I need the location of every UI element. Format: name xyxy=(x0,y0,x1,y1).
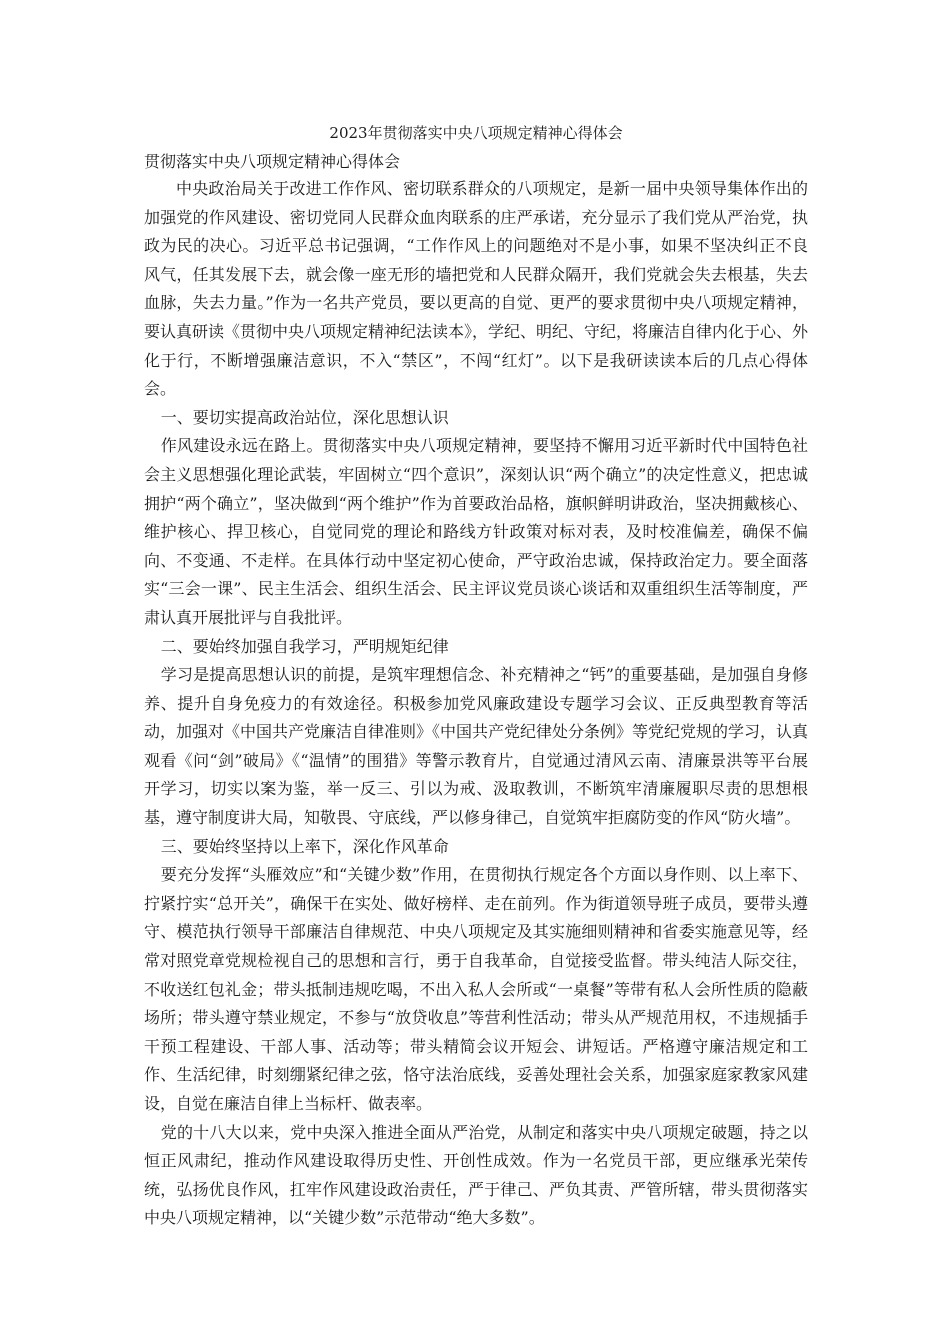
section-3-heading: 三、要始终坚持以上率下，深化作风革命 xyxy=(160,836,449,856)
intro-paragraph: 中央政治局关于改进工作作风、密切联系群众的八项规定，是新一届中央领导集体作出的加强党的作风建设、密切党同人民群众血肉联系的庄严承诺，充分显示了我们党从严治党，执政为民的决心。习近平总书记强调，“工作作风上的问题绝对不是小事，如果不坚决纠正不良风气，任其发展下去，就会像一座无形的墙把党和人民群众隔开，我们党就会失去根基，失去血脉，失去力量。”作为一名共产党员，要以更高的自觉、更严的要求贯彻中央八项规定精神，要认真研读《贯彻中央八项规定精神纪法读本》，学纪、明纪、守纪，将廉洁自律内化于心、外化于行，不断增强廉洁意识，不入“禁区”，不闯“红灯”。以下是我研读读本后的几点心得体会。 xyxy=(144,179,809,399)
section-1-body: 作风建设永远在路上。贯彻落实中央八项规定精神，要坚持不懈用习近平新时代中国特色社会主义思想强化理论武装，牢固树立“四个意识”，深刻认识“两个确立”的决定性意义，把忠诚拥护“两个确立”，坚决做到“两个维护”作为首要政治品格，旗帜鲜明讲政治，坚决拥戴核心、维护核心、捍卫核心，自觉同党的理论和路线方针政策对标对表，及时校准偏差，确保不偏向、不变通、不走样。在具体行动中坚定初心使命，严守政治忠诚，保持政治定力。要全面落实“三会一课”、民主生活会、组织生活会、民主评议党员谈心谈话和双重组织生活等制度，严肃认真开展批评与自我批评。 xyxy=(144,436,808,627)
document-page xyxy=(144,120,808,1233)
document-title: 2023年贯彻落实中央八项规定精神心得体会 xyxy=(329,124,623,142)
section-2-heading: 二、要始终加强自我学习，严明规矩纪律 xyxy=(160,636,449,656)
conclusion-paragraph: 党的十八大以来，党中央深入推进全面从严治党，从制定和落实中央八项规定破题，持之以恒正风肃纪，推动作风建设取得历史性、开创性成效。作为一名党员干部，更应继承光荣传统，弘扬优良作风，扛牢作风建设政治责任，严于律己、严负其责、严管所辖，带头贯彻落实中央八项规定精神，以“关键少数”示范带动“绝大多数”。 xyxy=(144,1122,808,1228)
section-1-heading: 一、要切实提高政治站位，深化思想认识 xyxy=(160,407,449,427)
document-subtitle: 贯彻落实中央八项规定精神心得体会 xyxy=(144,152,401,171)
section-2-body: 学习是提高思想认识的前提，是筑牢理想信念、补充精神之“钙”的重要基础，是加强自身修养、提升自身免疫力的有效途径。积极参加党风廉政建设专题学习会议、正反典型教育等活动，加强对《中国共产党廉洁自律准则》《中国共产党纪律处分条例》等党纪党规的学习，认真观看《问“剑”破局》《“温情”的围猎》等警示教育片，自觉通过清风云南、清廉景洪等平台展开学习，切实以案为鉴，举一反三、引以为戒、汲取教训，不断筑牢清廉履职尽责的思想根基，遵守制度讲大局，知敬畏、守底线，严以修身律己，自觉筑牢拒腐防变的作风“防火墙”。 xyxy=(144,665,809,828)
section-3-body: 要充分发挥“头雁效应”和“关键少数”作用，在贯彻执行规定各个方面以身作则、以上率下、拧紧拧实“总开关”，确保干在实处、做好榜样、走在前列。作为街道领导班子成员，要带头遵守、模范执行领导干部廉洁自律规范、中央八项规定及其实施细则精神和省委实施意见等，经常对照党章党规检视自己的思想和言行，勇于自我革命，自觉接受监督。带头纯洁人际交往，不收送红包礼金；带头抵制违规吃喝，不出入私人会所或“一桌餐”等带有私人会所性质的隐蔽场所；带头遵守禁业规定，不参与“放贷收息”等营利性活动；带头从严规范用权，不违规插手干预工程建设、干部人事、活动等；带头精简会议开短会、讲短话。严格遵守廉洁规定和工作、生活纪律，时刻绷紧纪律之弦，恪守法治底线，妥善处理社会关系，加强家庭家教家风建设，自觉在廉洁自律上当标杆、做表率。 xyxy=(144,865,808,1113)
